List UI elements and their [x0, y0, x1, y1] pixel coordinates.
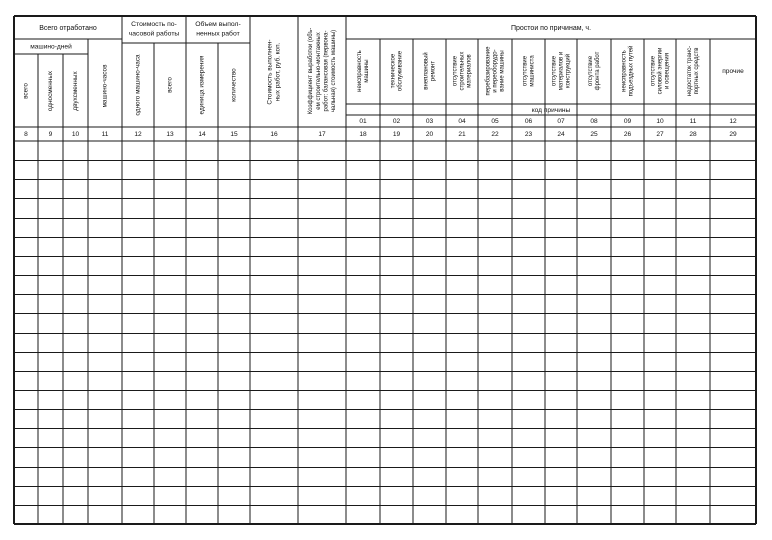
header-koefficient-vyrabotki: работ: балансовая (первона-: [323, 30, 330, 112]
column-number: 18: [359, 130, 367, 138]
column-number: 12: [134, 130, 142, 138]
column-number: 25: [590, 130, 598, 138]
header-reason-label: недостаток транс-: [687, 45, 694, 97]
header-obem-rabot: Объем выпол-: [195, 20, 241, 28]
column-number: 13: [166, 130, 174, 138]
header-mashino-chasov: машино-часов: [101, 64, 109, 108]
column-number: 20: [425, 130, 434, 138]
header-reason-label: отсутствие: [588, 55, 595, 87]
header-vsego-otrabotano: Всего отработано: [39, 24, 97, 32]
reason-code: 03: [425, 117, 434, 125]
header-koefficient-vyrabotki: ем строительно-монтажных: [315, 32, 322, 110]
header-edinitsa-izmereniya: единица измерения: [198, 55, 206, 115]
header-reason-label: отсутствие: [551, 55, 558, 87]
header-reason-label: неисправность: [621, 50, 628, 92]
header-reason-label: и освещения: [664, 53, 671, 89]
header-vsego: всего: [22, 83, 30, 99]
reason-code: 07: [557, 117, 565, 125]
header-stoimost-vypolnennykh: Стоимость выполнен-: [266, 39, 274, 105]
reason-code: 09: [623, 117, 632, 125]
reason-code: 01: [359, 117, 367, 125]
header-reason-label: техническое: [390, 53, 397, 89]
header-reason-label: строительных: [459, 51, 466, 91]
header-stoimost: часовой работы: [128, 30, 180, 38]
header-koefficient-vyrabotki: чальная) стоимость машины): [330, 29, 337, 113]
column-number: 15: [230, 130, 238, 138]
header-reason-label: отсутствие: [522, 55, 529, 87]
column-number: 19: [392, 130, 401, 138]
column-number: 24: [557, 130, 565, 138]
header-reason-label: ремонт: [430, 60, 437, 82]
header-kod-prichiny: код причины: [531, 106, 571, 114]
header-reason-label: машины: [364, 59, 371, 83]
column-number: 10: [71, 130, 80, 138]
header-reason-label: перебазирование: [485, 46, 492, 96]
header-reason-label: материалов и: [558, 51, 565, 91]
header-reason-label: машиниста: [529, 55, 536, 87]
header-reason-label: внеплановый: [423, 52, 430, 90]
header-dvukhsmennykh: двухсменных: [72, 71, 80, 111]
header-reason-label: отсутствие: [650, 55, 657, 87]
header-reason-label: обслуживание: [397, 50, 404, 92]
header-reason-label: силовой энергии: [657, 47, 664, 95]
header-reason-label: портных средств: [694, 47, 701, 95]
header-reason-label: подъездных путей: [628, 45, 635, 97]
header-reason-label: отсутствие: [452, 55, 459, 87]
header-stoimost-vsego: всего: [166, 77, 174, 93]
header-odnogo-mashino-chasa: одного машино-часа: [134, 54, 142, 116]
column-number: 9: [48, 130, 53, 138]
header-obem-rabot: ненных работ: [196, 30, 240, 38]
header-koefficient-vyrabotki: Коэффициент выработки (объ-: [308, 27, 315, 115]
header-stoimost: Стоимость по-: [131, 20, 177, 28]
reason-code: 04: [458, 117, 466, 125]
header-reason-label: прочие: [722, 67, 744, 75]
reason-code: 05: [491, 117, 499, 125]
reason-code: 08: [590, 117, 598, 125]
header-reason-label: фронта работ: [595, 51, 602, 91]
column-number: 22: [491, 130, 499, 138]
column-number: 26: [623, 130, 632, 138]
header-reason-label: вание машины: [499, 50, 506, 92]
column-number: 27: [656, 130, 664, 138]
header-reason-label: и переоборудо-: [492, 49, 499, 93]
header-kolichestvo: количество: [230, 68, 238, 102]
reason-code: 12: [729, 117, 737, 125]
header-reason-label: неисправность: [357, 50, 364, 92]
reason-code: 11: [689, 117, 697, 125]
column-number: 16: [270, 130, 278, 138]
column-number: 21: [458, 130, 466, 138]
header-reason-label: материалов: [466, 54, 473, 88]
column-number: 8: [24, 130, 28, 138]
header-mashino-dney: машино-дней: [30, 43, 72, 51]
column-number: 11: [101, 130, 109, 138]
column-number: 23: [524, 130, 533, 138]
column-number: 14: [198, 130, 206, 138]
reason-code: 10: [656, 117, 664, 125]
column-number: 17: [318, 130, 326, 138]
reason-code: 02: [392, 117, 401, 125]
reason-code: 06: [524, 117, 533, 125]
header-prostoi: Простои по причинам, ч.: [510, 24, 592, 32]
column-number: 29: [729, 130, 737, 138]
header-odnosmennykh: односменных: [47, 70, 55, 112]
column-number: 28: [689, 130, 697, 138]
header-stoimost-vypolnennykh: ных работ, руб. коп.: [274, 42, 282, 102]
header-reason-label: конструкций: [565, 53, 572, 89]
